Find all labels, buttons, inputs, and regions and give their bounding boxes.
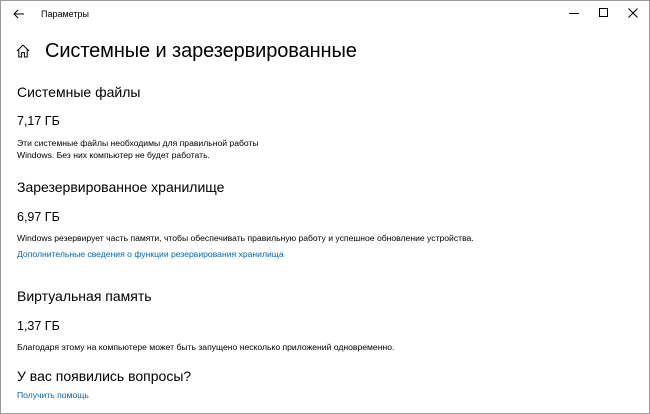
maximize-icon: [599, 8, 609, 18]
get-help-link[interactable]: Получить помощь: [17, 390, 89, 400]
back-button[interactable]: [7, 4, 31, 24]
home-icon: [16, 44, 30, 58]
virtual-memory-size: 1,37 ГБ: [17, 319, 60, 333]
minimize-icon: [569, 8, 579, 18]
page-header: [15, 37, 357, 65]
minimize-button[interactable]: [559, 1, 589, 25]
reserved-storage-size: 6,97 ГБ: [17, 210, 60, 224]
maximize-button[interactable]: [589, 1, 619, 25]
reserved-storage-info-link[interactable]: Дополнительные сведения о функции резервирования хранилища: [17, 249, 284, 259]
close-button[interactable]: [618, 1, 648, 25]
system-files-desc-line2: Windows. Без них компьютер не будет работать.: [17, 150, 210, 160]
system-files-desc-line1: Эти системные файлы необходимы для правильной работы: [17, 138, 259, 148]
questions-heading: У вас появились вопросы?: [17, 368, 192, 384]
system-files-heading: Системные файлы: [17, 84, 141, 100]
window-title: Параметры: [41, 9, 89, 19]
close-icon: [628, 8, 638, 18]
system-files-size: 7,17 ГБ: [17, 114, 60, 128]
page-title: Системные и зарезервированные: [45, 40, 357, 62]
virtual-memory-heading: Виртуальная память: [17, 288, 152, 304]
virtual-memory-desc: Благодаря этому на компьютере может быть запущено несколько приложений одновременно.: [17, 342, 395, 352]
title-bar: [1, 1, 649, 27]
home-button[interactable]: [15, 43, 31, 59]
reserved-storage-desc: Windows резервирует часть памяти, чтобы обеспечивать правильную работу и успешное обновление устройства.: [17, 233, 474, 243]
arrow-left-icon: [13, 9, 25, 19]
reserved-storage-heading: Зарезервированное хранилище: [17, 179, 225, 195]
